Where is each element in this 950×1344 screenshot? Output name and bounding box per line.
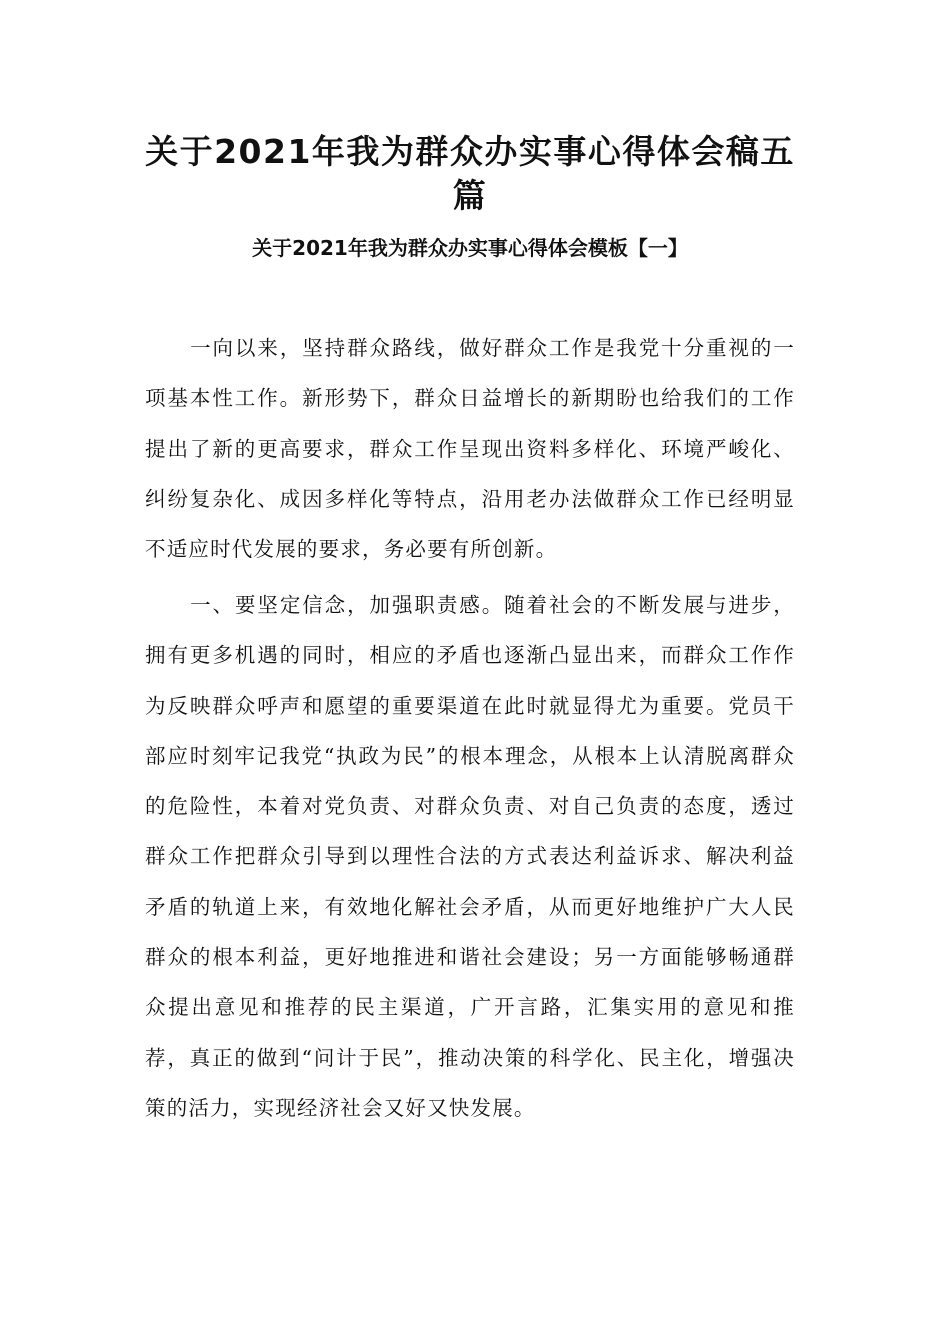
section-subtitle: 关于2021年我为群众办实事心得体会模板【一】	[252, 236, 688, 260]
paragraph-point-one: 一、要坚定信念，加强职责感。随着社会的不断发展与进步，拥有更多机遇的同时，相应的矛盾也逐渐凸显出来，而群众工作作为反映群众呼声和愿望的重要渠道在此时就显得尤为重要。党员干部应时刻牢记我党“执政为民”的根本理念，从根本上认清脱离群众的危险性，本着对党负责、对群众负责、对自己负责的态度，透过群众工作把群众引导到以理性合法的方式表达利益诉求、解决利益矛盾的轨道上来，有效地化解社会矛盾，从而更好地维护广大人民群众的根本利益，更好地推进和谐社会建设；另一方面能够畅通群众提出意见和推荐的民主渠道，广开言路，汇集实用的意见和推荐，真正的做到“问计于民”，推动决策的科学化、民主化，增强决策的活力，实现经济社会又好又快发展。	[145, 593, 795, 1120]
document-title: 关于2021年我为群众办实事心得体会稿五篇	[145, 132, 795, 215]
paragraph-intro: 一向以来，坚持群众路线，做好群众工作是我党十分重视的一项基本性工作。新形势下，群众日益增长的新期盼也给我们的工作提出了新的更高要求，群众工作呈现出资料多样化、环境严峻化、纠纷复杂化、成因多样化等特点，沿用老办法做群众工作已经明显不适应时代发展的要求，务必要有所创新。	[145, 336, 795, 562]
